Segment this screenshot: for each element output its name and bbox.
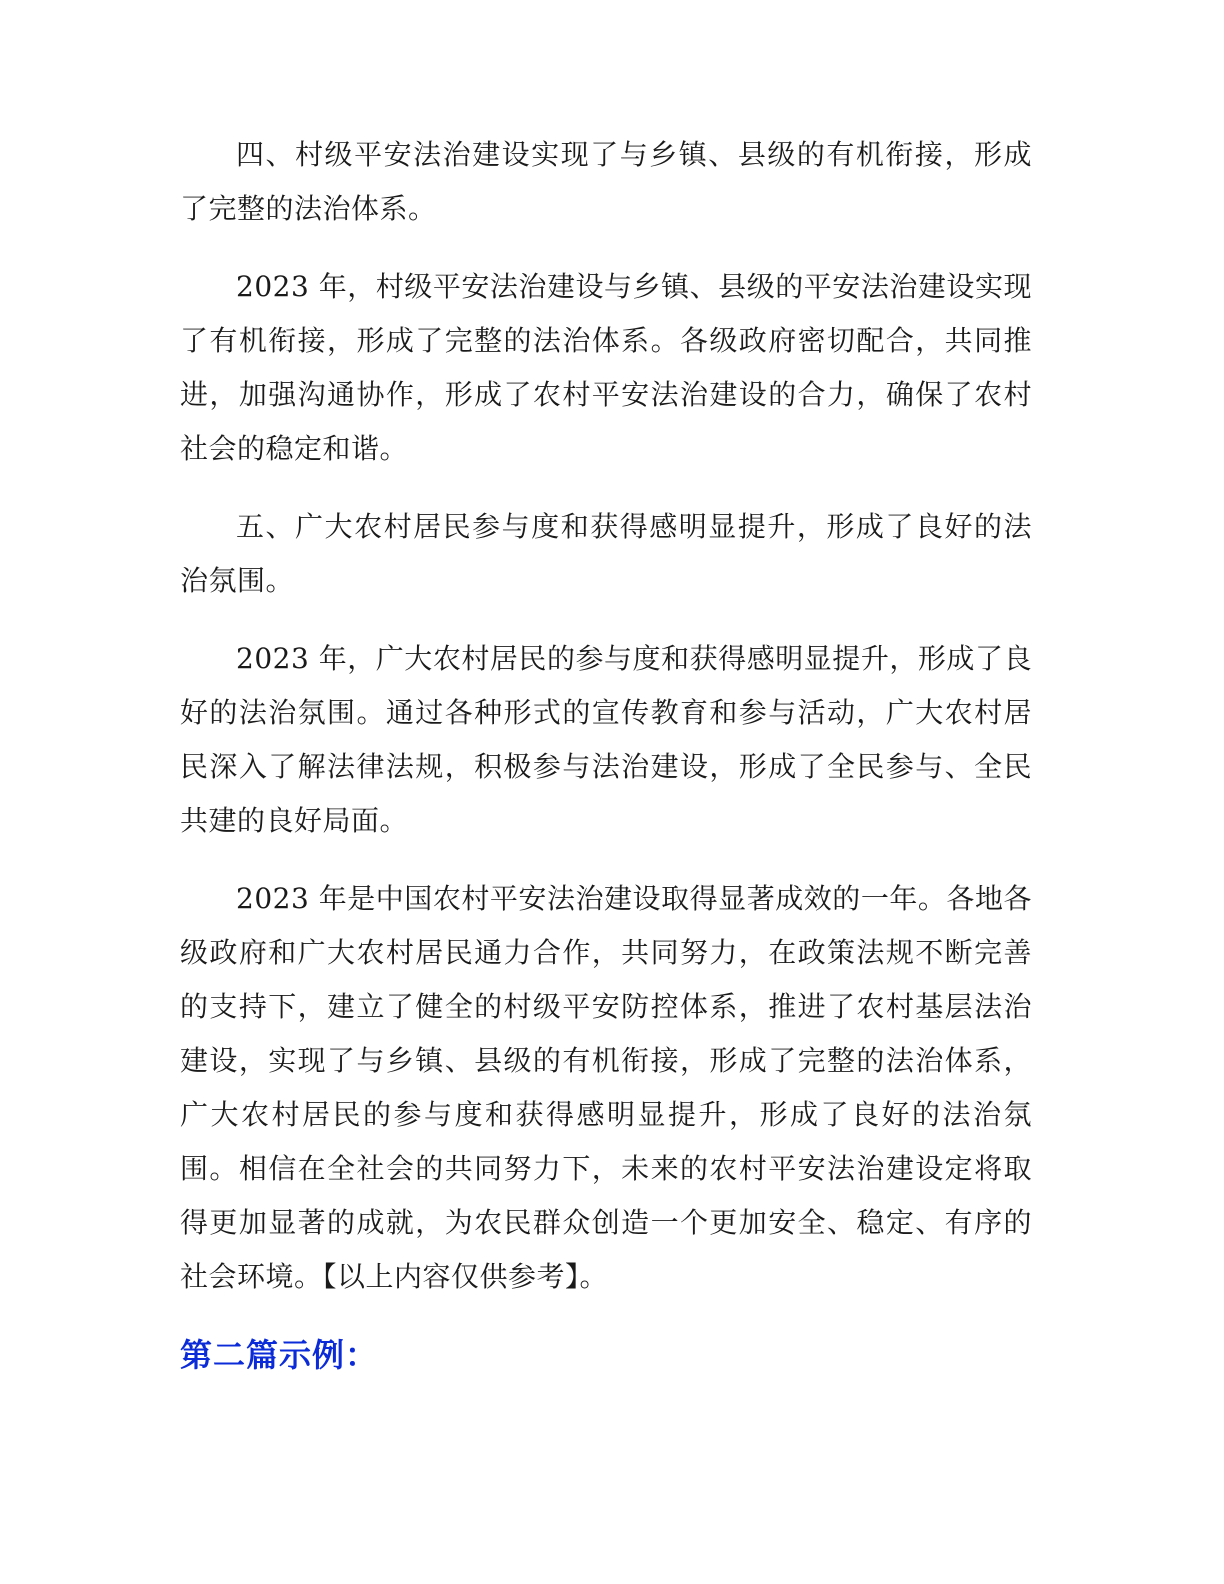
section-heading-second-example: 第二篇示例：	[180, 1336, 379, 1374]
paragraph-body-five: 2023 年，广大农村居民的参与度和获得感明显提升，形成了良好的法治氛围。通过各种形式的宣传教育和参与活动，广大农村居民深入了解法律法规，积极参与法治建设，形成了全民参与、全民共建的良好局面。	[180, 642, 1032, 837]
paragraph-body-four: 2023 年，村级平安法治建设与乡镇、县级的平安法治建设实现了有机衔接，形成了完整的法治体系。各级政府密切配合，共同推进，加强沟通协作，形成了农村平安法治建设的合力，确保了农村社会的稳定和谐。	[180, 270, 1032, 465]
paragraph-heading-five: 五、广大农村居民参与度和获得感明显提升，形成了良好的法治氛围。	[180, 510, 1032, 597]
document-page	[180, 128, 1032, 1382]
paragraph-heading-four: 四、村级平安法治建设实现了与乡镇、县级的有机衔接，形成了完整的法治体系。	[180, 138, 1032, 225]
paragraph-conclusion: 2023 年是中国农村平安法治建设取得显著成效的一年。各地各级政府和广大农村居民通力合作，共同努力，在政策法规不断完善的支持下，建立了健全的村级平安防控体系，推进了农村基层法治建设，实现了与乡镇、县级的有机衔接，形成了完整的法治体系，广大农村居民的参与度和获得感明显提升，形成了良好的法治氛围。相信在全社会的共同努力下，未来的农村平安法治建设定将取得更加显著的成就，为农民群众创造一个更加安全、稳定、有序的社会环境。【以上内容仅供参考】。	[180, 882, 1032, 1293]
